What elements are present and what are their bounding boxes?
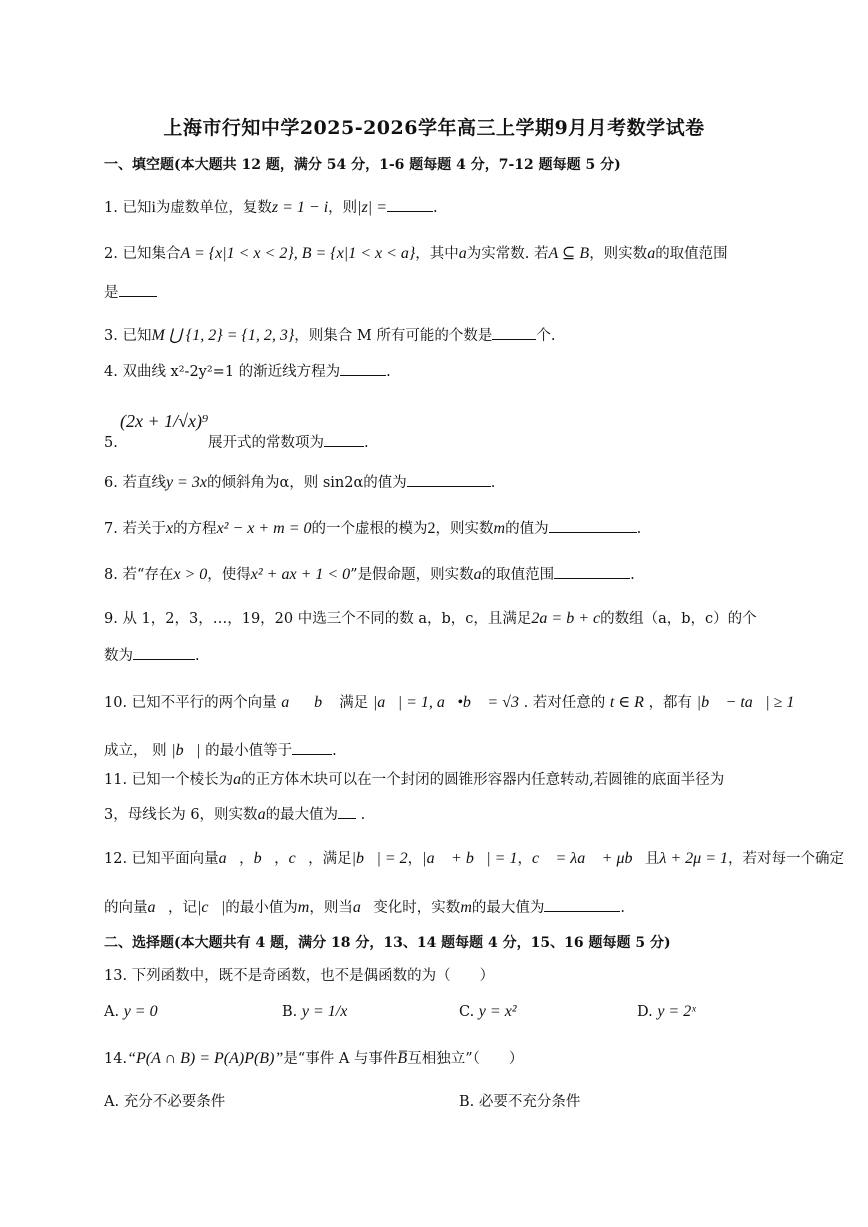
question-2-cont: 是 bbox=[104, 282, 768, 304]
answer-blank[interactable] bbox=[338, 804, 356, 819]
option-13-c[interactable]: C. y = x² bbox=[459, 1003, 517, 1020]
question-8: 8. 若“存在x > 0，使得x² + ax + 1 < 0”是假命题，则实数a的取值范围 . bbox=[104, 566, 635, 583]
answer-blank[interactable] bbox=[554, 564, 630, 579]
question-10: 10. 已知不平行的两个向量 a⃗，b⃗ 满足 |a⃗| = 1, a⃗•b⃗ = √3 . 若对任意的 t ∈ R ，都有 |b⃗ − ta⃗| ≥ 1 bbox=[104, 694, 795, 711]
question-2: 2. 已知集合A = {x|1 < x < 2}, B = {x|1 < x < a}，其中a为实常数. 若A ⊆ B，则实数a的取值范围 bbox=[104, 245, 728, 262]
question-14: 14.“P(A ∩ B) = P(A)P(B)”是“事件 A 与事件B̅互相独立”（ ） bbox=[104, 1050, 524, 1067]
option-13-b[interactable]: B. y = 1/x bbox=[282, 1003, 348, 1020]
section-choice-heading: 二、选择题(本大题共有 4 题，满分 18 分，13、14 题每题 4 分，15、16 题每题 5 分) bbox=[104, 935, 671, 951]
question-11-cont: 3，母线长为 6，则实数a的最大值为 . bbox=[104, 806, 366, 823]
answer-blank[interactable] bbox=[407, 472, 491, 487]
question-1: 1. 已知i为虚数单位，复数z = 1 − i，则|z| = . bbox=[104, 199, 438, 216]
answer-blank[interactable] bbox=[133, 645, 195, 660]
option-14-a[interactable]: A. 充分不必要条件 bbox=[104, 1094, 226, 1110]
option-13-d[interactable]: D. y = 2ˣ bbox=[637, 1003, 696, 1020]
question-12-cont: 的向量a⃗，记|c⃗|的最小值为m，则当a⃗变化时，实数m的最大值为 . bbox=[104, 899, 625, 916]
option-14-b[interactable]: B. 必要不充分条件 bbox=[459, 1094, 581, 1110]
page-title: 上海市行知中学2025-2026学年高三上学期9月月考数学试卷 bbox=[163, 117, 705, 139]
binomial-expression: (2x + 1/√x)⁹ bbox=[120, 411, 209, 431]
answer-blank[interactable] bbox=[324, 432, 364, 447]
question-7: 7. 若关于x的方程x² − x + m = 0的一个虚根的模为2，则实数m的值为 . bbox=[104, 520, 642, 537]
answer-blank[interactable] bbox=[340, 361, 386, 376]
question-10-cont: 成立， 则 |b⃗| 的最小值等于 . bbox=[104, 742, 337, 759]
option-13-a[interactable]: A. y = 0 bbox=[104, 1003, 158, 1020]
question-13: 13. 下列函数中，既不是奇函数，也不是偶函数的为（ ） bbox=[104, 968, 495, 984]
question-4: 4. 双曲线 x²-2y²=1 的渐近线方程为 . bbox=[104, 361, 768, 383]
answer-blank[interactable] bbox=[387, 197, 433, 212]
question-3: 3. 已知M ⋃ {1, 2} = {1, 2, 3}，则集合 M 所有可能的个数是 个. bbox=[104, 327, 556, 344]
answer-blank[interactable] bbox=[292, 740, 332, 755]
question-9: 9. 从 1，2，3，…，19，20 中选三个不同的数 a，b，c，且满足2a = b + c的数组（a，b，c）的个 bbox=[104, 610, 757, 627]
section-fill-in-heading: 一、填空题(本大题共 12 题，满分 54 分，1-6 题每题 4 分，7-12 题每题 5 分) bbox=[104, 157, 621, 173]
question-12: 12. 已知平面向量a⃗，b⃗，c⃗，满足|b⃗| = 2，|a⃗ + b⃗| = 1，c⃗ = λa⃗ + μb⃗且λ + 2μ = 1，若对每一个确定 bbox=[104, 850, 845, 867]
answer-blank[interactable] bbox=[544, 897, 620, 912]
question-5: 5. (2x + 1/√x)⁹ 展开式的常数项为 . bbox=[104, 411, 369, 451]
answer-blank[interactable] bbox=[549, 518, 637, 533]
question-6: 6. 若直线y = 3x的倾斜角为α，则 sin2α的值为 . bbox=[104, 474, 496, 491]
question-9-cont: 数为 . bbox=[104, 645, 768, 667]
answer-blank[interactable] bbox=[119, 282, 157, 297]
answer-blank[interactable] bbox=[492, 325, 536, 340]
question-11: 11. 已知一个棱长为a的正方体木块可以在一个封闭的圆锥形容器内任意转动,若圆锥的底面半径为 bbox=[104, 771, 725, 788]
